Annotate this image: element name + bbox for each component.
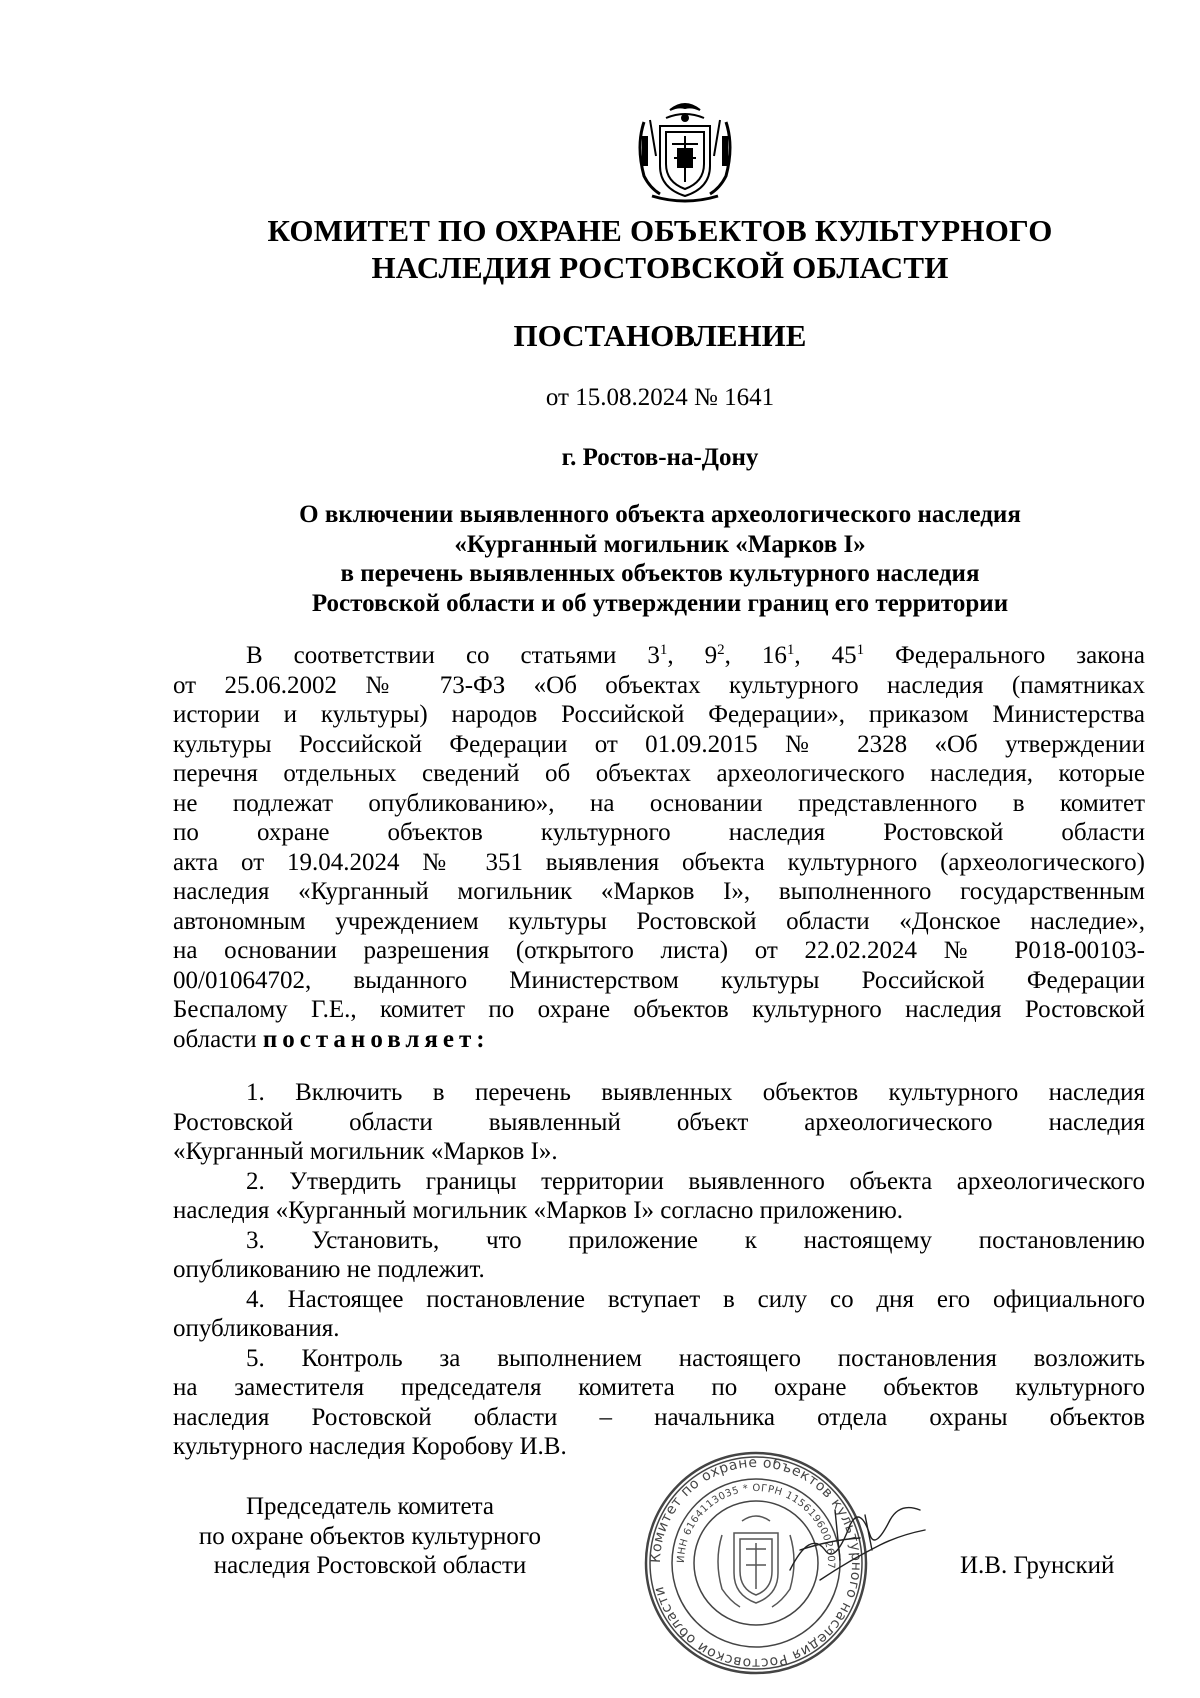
subject-line: Ростовской области и об утверждении границ его территории xyxy=(311,589,1009,617)
coat-of-arms-emblem xyxy=(630,96,740,204)
preamble-line: 00/01064702, выданного Министерством культуры Российской Федерации xyxy=(173,966,1145,994)
org-name-line1: КОМИТЕТ ПО ОХРАНЕ ОБЪЕКТОВ КУЛЬТУРНОГО xyxy=(267,213,1053,248)
item-line: 4. Настоящее постановление вступает в силу со дня его официального xyxy=(246,1285,1145,1313)
item-line: 5. Контроль за выполнением настоящего постановления возложить xyxy=(246,1344,1145,1372)
item-line: «Курганный могильник «Марков I». xyxy=(173,1138,558,1165)
item-line: 3. Установить, что приложение к настоящему постановлению xyxy=(246,1226,1145,1254)
item-line: Ростовской области выявленный объект археологического наследия xyxy=(173,1108,1145,1136)
subject-line: в перечень выявленных объектов культурного наследия xyxy=(340,560,980,587)
item-line: наследия Ростовской области – начальника отдела охраны объектов xyxy=(173,1403,1145,1431)
document-city: г. Ростов-на-Дону xyxy=(561,444,759,471)
org-name-line2: НАСЛЕДИЯ РОСТОВСКОЙ ОБЛАСТИ xyxy=(371,250,949,285)
preamble-line: перечня отдельных сведений об объектах археологического наследия, которые xyxy=(173,760,1145,787)
signatory-name: И.В. Грунский xyxy=(960,1552,1115,1579)
preamble-line: В соответствии со статьями $3^1$, $9^2$, $16^1$, $45^1$ Федерального закона xyxy=(246,642,1146,669)
document-date-number: от 15.08.2024 № 1641 xyxy=(545,384,775,411)
subject-line: О включении выявленного объекта археологического наследия xyxy=(299,501,1021,528)
preamble-line: акта от 19.04.2024 № 351 выявления объекта культурного (археологического) xyxy=(173,848,1145,876)
preamble-line: Беспалому Г.Е., комитет по охране объектов культурного наследия Ростовской xyxy=(173,996,1145,1023)
preamble-line: на основании разрешения (открытого листа) от 22.02.2024 № P018-00103- xyxy=(173,937,1145,964)
preamble-line: автономным учреждением культуры Ростовской области «Донское наследие», xyxy=(173,907,1145,935)
seal-outer-text: Комитет по охране объектов культурного наследия Ростовской области xyxy=(647,1454,865,1672)
item-line: на заместителя председателя комитета по охране объектов культурного xyxy=(173,1374,1145,1401)
preamble-line: культуры Российской Федерации от 01.09.2015 № 2328 «Об утверждении xyxy=(173,730,1145,758)
item-line: опубликования. xyxy=(173,1315,340,1342)
item-line: 2. Утвердить границы территории выявленного объекта археологического xyxy=(246,1167,1145,1195)
item-line: наследия «Курганный могильник «Марков I» согласно приложению. xyxy=(173,1197,904,1224)
preamble-line: области постановляет: xyxy=(173,1025,490,1053)
handwritten-signature xyxy=(780,1490,930,1600)
item-line: культурного наследия Коробову И.В. xyxy=(173,1433,567,1460)
item-line: опубликованию не подлежит. xyxy=(173,1256,485,1283)
subject-line: «Курганный могильник «Марков I» xyxy=(454,530,866,558)
signatory-title: Председатель комитета по охране объектов культурного наследия Ростовской области xyxy=(198,1493,542,1579)
preamble-paragraph xyxy=(173,641,1145,1054)
decree-items xyxy=(173,1078,1145,1462)
preamble-line: не подлежат опубликованию», на основании представленного в комитет xyxy=(173,789,1145,817)
seal-inner-text: ИНН 6164113035 * ОГРН 1156196002607 xyxy=(675,1482,837,1570)
item-line: 1. Включить в перечень выявленных объектов культурного наследия xyxy=(246,1079,1145,1106)
preamble-line: по охране объектов культурного наследия Ростовской области xyxy=(173,819,1145,846)
preamble-line: от 25.06.2002 № 73-ФЗ «Об объектах культурного наследия (памятниках xyxy=(173,671,1145,699)
document-subject xyxy=(160,500,1160,618)
preamble-line: истории и культуры) народов Российской Федерации», приказом Министерства xyxy=(173,701,1145,728)
document-type: ПОСТАНОВЛЕНИЕ xyxy=(513,318,807,353)
decree-word: постановляет: xyxy=(262,1025,490,1053)
preamble-line: наследия «Курганный могильник «Марков I», выполненного государственным xyxy=(173,878,1145,905)
